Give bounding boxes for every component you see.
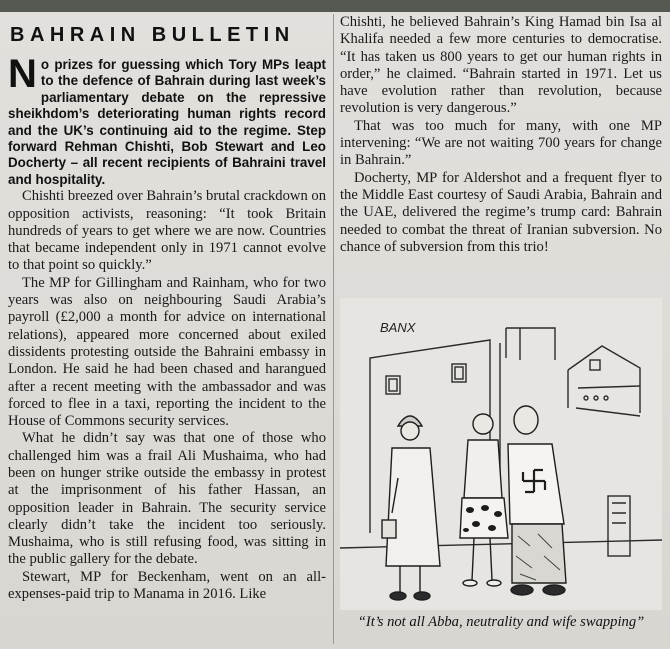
left-column — [8, 20, 326, 603]
section-title: BAHRAIN BULLETIN — [10, 24, 295, 46]
skinhead-figure — [508, 406, 566, 595]
cartoon-illustration — [340, 298, 662, 610]
body-paragraph: That was too much for many, with one MP intervening: “We are not waiting 700 years for change in Bahrain.” — [340, 117, 662, 169]
cartoon-caption: “It’s not all Abba, neutrality and wife swapping” — [357, 614, 645, 630]
cartoon-drawing — [340, 298, 662, 610]
right-column — [340, 14, 662, 256]
drop-cap: N — [8, 52, 37, 96]
body-paragraph: Docherty, MP for Aldershot and a frequent flyer to the Middle East courtesy of Saudi Arabia, Bahrain and the UAE, delivered the regime’s trump card: Bahrain needed to combat the threat of Iranian subversion. No chance of subversion from this trio! — [340, 169, 662, 255]
lede-text: o prizes for guessing which Tory MPs leapt to the defence of Bahrain during last week’s parliamentary debate on the repressive sheikhdom’s deteriorating human rights record and the UK’s continuing aid to the regime. Step forward Rehman Chishti, Bob Stewart and Leo Docherty – all recent recipients of Bahraini travel and hospitality. — [8, 57, 326, 187]
body-paragraph: Stewart, MP for Beckenham, went on an all-expenses-paid trip to Manama in 2016. Like — [8, 568, 326, 603]
body-paragraph: What he didn’t say was that one of those who challenged him was a frail Ali Mushaima, who had been on hunger strike outside the embassy in protest at the imprisonment of his father Hassan, an opposition leader in Bahrain. The security service clearly didn’t take the incident too seriously. Mushaima, who is still refusing food, was sitting in the public gallery for the debate. — [8, 430, 326, 568]
woman-figure — [382, 416, 440, 600]
body-paragraph: Chishti, he believed Bahrain’s King Hamad bin Isa al Khalifa needed a few more centuries to democratise. “It has taken us 800 years to get our human rights in order,” he claimed. “Bahrain started in 1971. Let us have evolution rather than revolution, because revolution is very dangerous.” — [340, 14, 662, 117]
middle-figure — [460, 414, 508, 586]
top-rule — [0, 0, 670, 12]
column-divider — [333, 14, 334, 644]
cartoon-signature: BANX — [380, 320, 416, 335]
body-paragraph: Chishti breezed over Bahrain’s brutal crackdown on opposition activists, reasoning: “It took Britain hundreds of years to get where we are now. Countries that became independent only in 1971 cannot evolve to that point so quickly.” — [8, 188, 326, 274]
body-paragraph: The MP for Gillingham and Rainham, who for two years was also on neighbouring Saudi Arabia’s payroll (£2,000 a month for advice on international relations), appeared more concerned about exiled dissidents protesting outside the Bahraini embassy in London. He said he had been chased and harangued after a recent meeting with the ambassador and was forced to flee in a taxi, reporting the incident to the House of Commons security services. — [8, 274, 326, 430]
lede-paragraph — [8, 52, 326, 188]
